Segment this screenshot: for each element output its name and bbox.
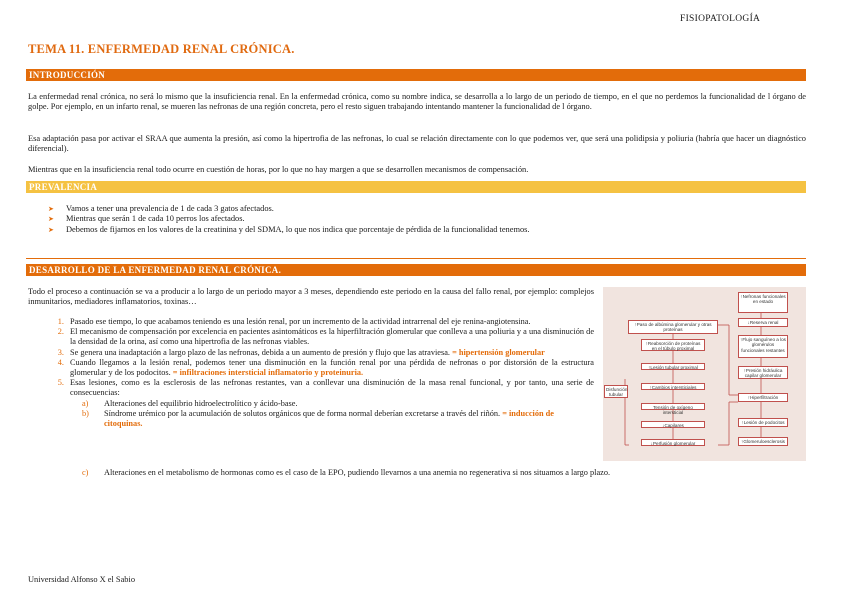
diagram-box: ↑Nefronas funcionales en estado (738, 292, 788, 313)
diagram-box: ↓Perfusión glomerular (641, 439, 705, 446)
list-item: 3. Se genera una inadaptación a largo plazo de las nefronas, debida a un aumento de presión y flujo que las atraviesa. = hipertensión glomerular (57, 347, 545, 357)
diagram-box: ↑Flujo sanguíneo a los glomérulos funcionales restantes (738, 335, 788, 358)
list-item: 5. Esas lesiones, como es la esclerosis de las nefronas restantes, van a conllevar una disminución de la masa renal funcional, y por tanto, una serie de consecuencias: (57, 378, 594, 398)
sub-list-item: b) Síndrome urémico por la acumulación de solutos orgánicos que de forma normal deberían excretarse a través del riñón. = inducción de citoquinas. (82, 408, 554, 429)
list-item: 4. Cuando llegamos a la lesión renal, podemos tener una disminución en la función renal por una pérdida de nefronas o por distorsión de la estructura glomerular y de los podocitos. = infiltraciones intersticial inflamatorio y proteinuria. (57, 357, 594, 378)
diagram-box: ↑Lesión tubular proximal (641, 363, 705, 370)
intro-paragraph-2: Esa adaptación pasa por activar el SRAA que aumenta la presión, así como la hipertrofia de las nefronas, lo cual se relación directamente con lo que podemos ver, que será una polidipsia y poliuria (habría que hacer un diagnóstico diferencial). (28, 134, 806, 154)
diagram-box: ↑Lesión de podocitos (738, 418, 788, 427)
list-item: ➤ Mientras que serán 1 de cada 10 perros los afectados. (48, 214, 245, 224)
diagram-box: ↑Hiperfiltración (738, 393, 788, 402)
section-bar-prevalencia: PREVALENCIA (26, 181, 806, 193)
divider (26, 258, 806, 259)
list-item: ➤ Vamos a tener una prevalencia de 1 de cada 3 gatos afectados. (48, 204, 274, 213)
diagram-box: ↓Capilares (641, 421, 705, 428)
prevalence-list (48, 204, 530, 235)
arrow-bullet-icon: ➤ (48, 215, 54, 224)
list-item: 1. Pasado ese tiempo, lo que acabamos teniendo es una lesión renal, por un incremento de la actividad intrarrenal del eje renina-angiotensina. (57, 317, 531, 326)
highlight-text: = hipertensión glomerular (452, 347, 545, 357)
diagram-box: ↓Reserva renal (738, 318, 788, 327)
sub-list-item: c) Alteraciones en el metabolismo de hormonas como es el caso de la EPO, pudiendo llevarnos a una anemia no regenerativa si nos situamos a largo plazo. (82, 468, 611, 477)
header-subject: FISIOPATOLOGÍA (680, 14, 761, 24)
intro-paragraph-1: La enfermedad renal crónica, no será lo mismo que la insuficiencia renal. En la enfermedad crónica, como su nombre indica, se desarrolla a lo largo de un periodo de tiempo, en el que no perdemos la funcionalidad de l órgano de golpe. Por ejemplo, en un infarto renal, se mueren las nefronas de una región concreta, pero el resto siguen trabajando intentando mantener la funcionalidad de l órgano. (28, 92, 806, 112)
page-title: TEMA 11. ENFERMEDAD RENAL CRÓNICA. (28, 42, 295, 56)
development-intro: Todo el proceso a continuación se va a producir a lo largo de un periodo mayor a 3 meses, dependiendo este periodo en la causa del fallo renal, por ejemplo: complejos inmunitarios, mediadores inflamatorios, toxinas… (28, 287, 594, 307)
highlight-text: = inducción de citoquinas. (104, 408, 554, 429)
footer-university: Universidad Alfonso X el Sabio (28, 575, 136, 584)
list-item: 2. El mecanismo de compensación por excelencia en pacientes asintomáticos es la hiperfiltración glomerular que conlleva a una poliuria y a una disminución de la densidad de la orina, así como una hipertrofia de las nefronas viables. (57, 327, 594, 347)
development-list (28, 317, 594, 429)
arrow-bullet-icon: ➤ (48, 225, 54, 234)
pathophysiology-diagram (603, 287, 806, 461)
section-bar-desarrollo: DESARROLLO DE LA ENFERMEDAD RENAL CRÓNICA. (26, 264, 806, 276)
section-bar-introduccion: INTRODUCCIÓN (26, 69, 806, 81)
arrow-bullet-icon: ➤ (48, 205, 54, 213)
diagram-box: ↑Presión hidráulica capilar glomerular (738, 366, 788, 379)
highlight-text: = infiltraciones intersticial inflamatorio y proteinuria. (172, 368, 364, 378)
diagram-box: Tensión de oxígeno intersticial (641, 403, 705, 410)
diagram-box: Disfunción tubular (606, 387, 628, 398)
diagram-box: ↑Paso de albúmina glomerular y otras proteínas (628, 320, 718, 334)
diagram-box: ↑Glomeruloesclerosis (738, 437, 788, 446)
intro-paragraph-3: Mientras que en la insuficiencia renal todo ocurre en cuestión de horas, por lo que no hay margen a que se desarrollen mecanismos de compensación. (28, 165, 529, 174)
diagram-box: ↑Cambios intersticiales (641, 383, 705, 390)
sub-list-item: a) Alteraciones del equilibrio hidroelectrolítico y ácido-base. (82, 398, 298, 408)
list-item: ➤ Debemos de fijarnos en los valores de la creatinina y del SDMA, lo que nos indica que porcentaje de pérdida de la funcionalidad tenemos. (48, 224, 530, 234)
diagram-box: ↑Reabsorción de proteínas en el túbulo proximal (641, 339, 705, 351)
